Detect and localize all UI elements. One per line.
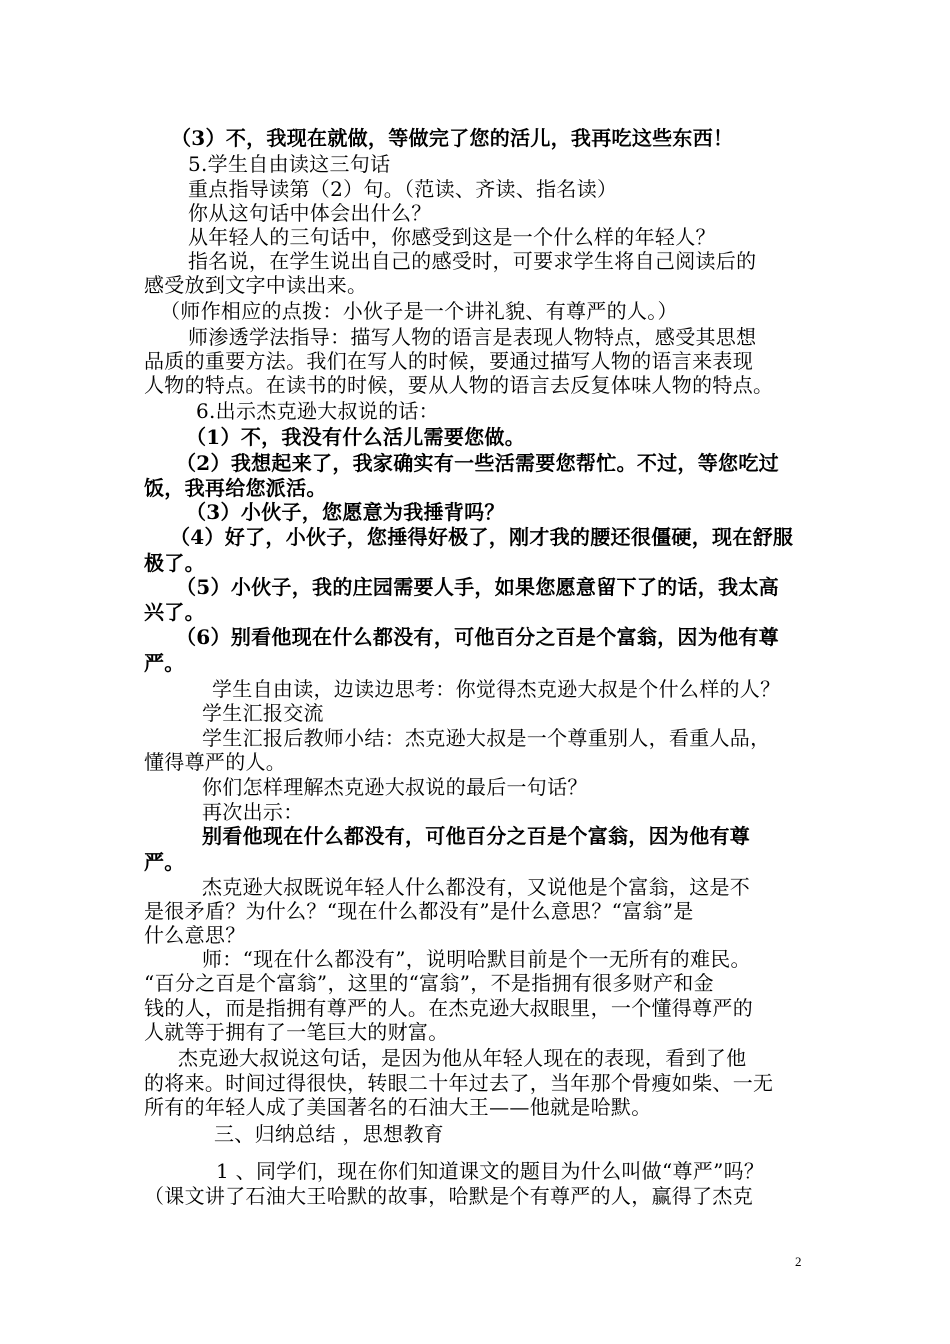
text-line: 是很矛盾？为什么？“现在什么都没有”是什么意思？“富翁”是 <box>144 899 694 923</box>
text-line: 再次出示： <box>202 800 304 824</box>
text-line: 钱的人，而是指拥有尊严的人。在杰克逊大叔眼里，一个懂得尊严的 <box>144 996 753 1020</box>
text-line: “百分之百是个富翁”，这里的“富翁”，不是指拥有很多财产和金 <box>144 971 714 995</box>
text-line: 极了。 <box>144 551 205 575</box>
text-line: （5）小伙子，我的庄园需要人手，如果您愿意留下了的话，我太高 <box>176 575 779 599</box>
text-line: 师：“现在什么都没有”，说明哈默目前是个一无所有的难民。 <box>202 947 751 971</box>
text-line: 重点指导读第（2）句。（范读、齐读、指名读） <box>188 177 618 201</box>
section-heading: 三、归纳总结 ，思想教育 <box>214 1122 444 1146</box>
text-line: 别看他现在什么都没有，可他百分之百是个富翁，因为他有尊 <box>202 824 751 848</box>
text-line: （1）不，我没有什么活儿需要您做。 <box>186 425 526 449</box>
text-line: 杰克逊大叔既说年轻人什么都没有，又说他是个富翁，这是不 <box>202 875 751 899</box>
text-line: （6）别看他现在什么都没有，可他百分之百是个富翁，因为他有尊 <box>176 625 779 649</box>
text-line: 师渗透学法指导：描写人物的语言是表现人物特点，感受其思想 <box>188 325 757 349</box>
text-line: 的将来。时间过得很快，转眼二十年过去了，当年那个骨瘦如柴、一无 <box>144 1071 774 1095</box>
text-line: 杰克逊大叔说这句话，是因为他从年轻人现在的表现，看到了他 <box>178 1046 747 1070</box>
text-line: （课文讲了石油大王哈默的故事，哈默是个有尊严的人，赢得了杰克 <box>144 1184 753 1208</box>
text-line: 严。 <box>144 850 185 874</box>
text-line: 1 、同学们，现在你们知道课文的题目为什么叫做“尊严”吗？ <box>216 1159 765 1183</box>
text-line: （4）好了，小伙子，您捶得好极了，刚才我的腰还很僵硬，现在舒服 <box>170 525 794 549</box>
text-line: 学生汇报交流 <box>202 701 324 725</box>
text-line: （3）不，我现在就做，等做完了您的活儿，我再吃这些东西！ <box>171 126 734 150</box>
text-line: 懂得尊严的人。 <box>144 750 287 774</box>
text-line: （师作相应的点拨：小伙子是一个讲礼貌、有尊严的人。） <box>160 299 678 323</box>
text-line: 感受放到文字中读出来。 <box>144 273 368 297</box>
page-number: 2 <box>795 1254 802 1269</box>
text-line: 6.出示杰克逊大叔说的话： <box>196 399 439 423</box>
text-line: 你从这句话中体会出什么？ <box>188 201 432 225</box>
text-line: 从年轻人的三句话中，你感受到这是一个什么样的年轻人？ <box>188 225 716 249</box>
text-line: 严。 <box>144 651 185 675</box>
text-line: （3）小伙子，您愿意为我捶背吗？ <box>186 500 505 524</box>
text-line: 人物的特点。在读书的时候，要从人物的语言去反复体味人物的特点。 <box>144 373 774 397</box>
text-line: （2）我想起来了，我家确实有一些活需要您帮忙。不过，等您吃过 <box>176 451 779 475</box>
text-line: 5.学生自由读这三句话 <box>188 152 391 176</box>
text-line: 兴了。 <box>144 600 205 624</box>
text-line: 你们怎样理解杰克逊大叔说的最后一句话？ <box>202 775 588 799</box>
text-line: 什么意思？ <box>144 923 246 947</box>
text-line: 人就等于拥有了一笔巨大的财富。 <box>144 1020 449 1044</box>
text-line: 学生汇报后教师小结：杰克逊大叔是一个尊重别人，看重人品， <box>202 726 771 750</box>
text-line: 学生自由读，边读边思考：你觉得杰克逊大叔是个什么样的人？ <box>212 677 781 701</box>
text-line: 品质的重要方法。我们在写人的时候，要通过描写人物的语言来表现 <box>144 349 753 373</box>
text-line: 饭，我再给您派活。 <box>144 476 327 500</box>
text-line: 所有的年轻人成了美国著名的石油大王——他就是哈默。 <box>144 1095 652 1119</box>
text-line: 指名说，在学生说出自己的感受时，可要求学生将自己阅读后的 <box>188 249 757 273</box>
